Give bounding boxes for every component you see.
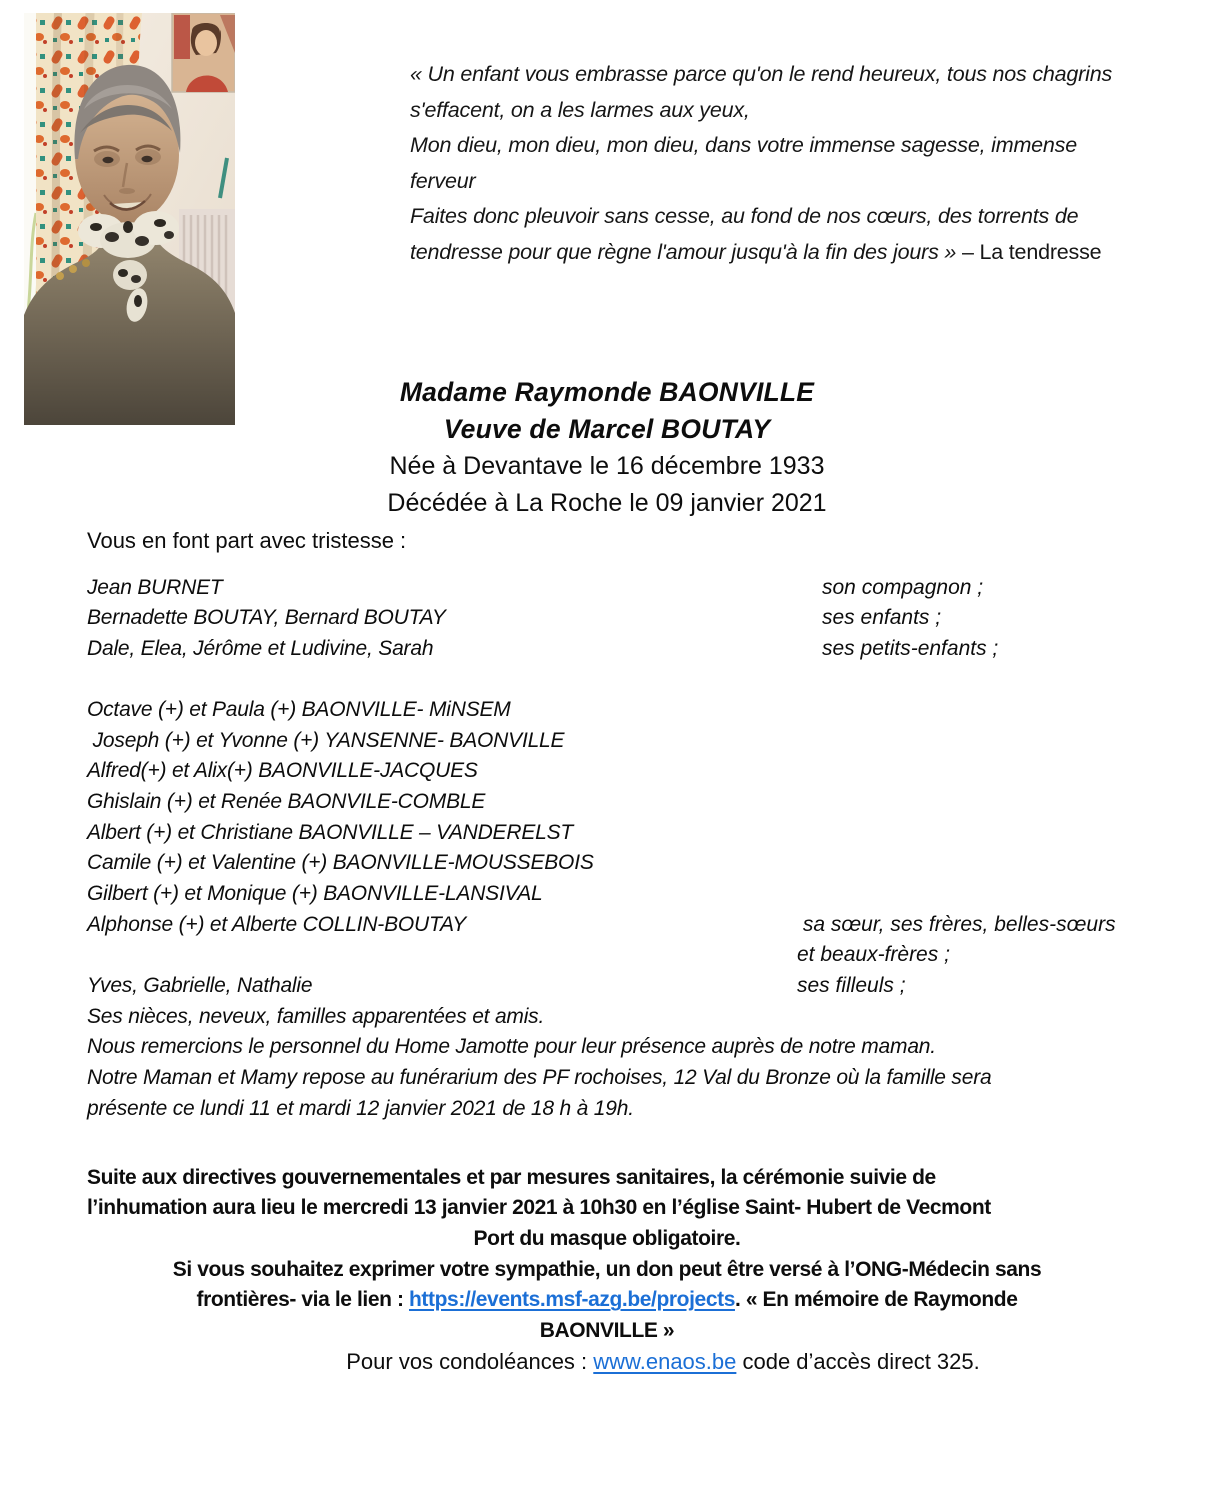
text-segment: code d’accès direct 325.: [736, 1348, 980, 1374]
line-text: Alfred(+) et Alix(+) BAONVILLE-JACQUES: [87, 759, 478, 783]
deceased-identity: [0, 374, 1214, 522]
relation-label: sa sœur, ses frères, belles-sœurs: [797, 912, 1116, 936]
family-line: [0, 1032, 1214, 1063]
family-line: [0, 573, 1214, 604]
portrait-illustration: [24, 13, 235, 425]
family-line: [0, 634, 1214, 665]
quote-line: [410, 235, 1140, 271]
line-text: Albert (+) et Christiane BAONVILLE – VANDERELST: [87, 820, 574, 844]
relation-label: ses petits-enfants ;: [822, 636, 999, 660]
relation-label: ses enfants ;: [822, 606, 942, 630]
line-text: Alphonse (+) et Alberte COLLIN-BOUTAY: [87, 912, 467, 936]
line-text: Notre Maman et Mamy repose au funérarium des PF rochoises, 12 Val du Bronze où la famille sera: [87, 1065, 992, 1089]
text-segment: Pour vos condoléances :: [346, 1348, 594, 1374]
line-text: Dale, Elea, Jérôme et Ludivine, Sarah: [87, 636, 434, 660]
line-text: Camile (+) et Valentine (+) BAONVILLE-MOUSSEBOIS: [87, 851, 594, 875]
family-line: [0, 1063, 1214, 1094]
line-text: Bernadette BOUTAY, Bernard BOUTAY: [87, 606, 446, 630]
quote-line: ferveur: [410, 168, 476, 193]
announcement-intro: [0, 526, 1214, 557]
quote-line: s'effacent, on a les larmes aux yeux,: [410, 97, 750, 122]
line-text: Si vous souhaitez exprimer votre sympathie, un don peut être versé à l’ONG-Médecin sans: [172, 1257, 1042, 1281]
deceased-photo: [24, 13, 235, 425]
family-line: [0, 787, 1214, 818]
family-line: [0, 971, 1214, 1002]
memorial-quote: [410, 57, 1140, 271]
line-text: Ghislain (+) et Renée BAONVILE-COMBLE: [87, 790, 486, 814]
family-line: [0, 1002, 1214, 1033]
blank-line: [0, 665, 1214, 696]
quote-line: Faites donc pleuvoir sans cesse, au fond de nos cœurs, des torrents de: [410, 204, 1079, 229]
family-line: [0, 603, 1214, 634]
relation-label: ses filleuls ;: [797, 973, 906, 997]
line-text: Ses nièces, neveux, familles apparentées et amis.: [87, 1004, 545, 1028]
condolences-line: [56, 1347, 1214, 1378]
family-line: [0, 848, 1214, 879]
family-line: [0, 940, 1214, 971]
text-segment: frontières- via le lien :: [196, 1288, 409, 1312]
line-text: Jean BURNET: [87, 575, 223, 599]
line-text: Octave (+) et Paula (+) BAONVILLE- MiNSEM: [87, 698, 511, 722]
line-text: Vous en font part avec tristesse :: [87, 528, 407, 553]
line-text: Nous remercions le personnel du Home Jamotte pour leur présence auprès de notre maman.: [87, 1035, 936, 1059]
notice-line: [0, 1163, 1214, 1194]
relation-label: et beaux-frères ;: [797, 943, 950, 967]
quote-attribution: – La tendresse: [961, 239, 1102, 264]
enaos-link[interactable]: www.enaos.be: [593, 1348, 737, 1374]
line-text: Suite aux directives gouvernementales et par mesures sanitaires, la cérémonie suivie de: [87, 1165, 936, 1189]
relation-label: son compagnon ;: [822, 575, 984, 599]
birth-line: Née à Devantave le 16 décembre 1933: [389, 452, 825, 480]
line-text: présente ce lundi 11 et mardi 12 janvier 2021 de 18 h à 19h.: [87, 1096, 634, 1120]
notice-line: [0, 1285, 1214, 1316]
quote-line: « Un enfant vous embrasse parce qu'on le rend heureux, tous nos chagrins: [410, 62, 1113, 86]
notice-line: [0, 1193, 1214, 1224]
family-line: [0, 726, 1214, 757]
blank-line: [0, 1124, 1214, 1155]
family-line: [0, 695, 1214, 726]
family-line: [0, 756, 1214, 787]
death-line: Décédée à La Roche le 09 janvier 2021: [387, 489, 827, 517]
family-line: [0, 910, 1214, 941]
line-text: Joseph (+) et Yvonne (+) YANSENNE- BAONVILLE: [87, 728, 565, 752]
family-line: [0, 879, 1214, 910]
msf-donation-link[interactable]: https://events.msf-azg.be/projects: [409, 1288, 735, 1312]
notice-line: [0, 1224, 1214, 1255]
quote-text: tendresse pour que règne l'amour jusqu'à la fin des jours »: [410, 239, 962, 264]
line-text: Gilbert (+) et Monique (+) BAONVILLE-LANSIVAL: [87, 882, 543, 906]
announcement-body: [0, 526, 1214, 1377]
quote-line: Mon dieu, mon dieu, mon dieu, dans votre immense sagesse, immense: [410, 133, 1077, 158]
text-segment: . « En mémoire de Raymonde: [734, 1288, 1018, 1312]
notice-line: [0, 1255, 1214, 1286]
notice-line: [0, 1316, 1214, 1347]
widow-line: Veuve de Marcel BOUTAY: [443, 414, 771, 444]
line-text: Port du masque obligatoire.: [473, 1227, 741, 1251]
family-line: [0, 1094, 1214, 1125]
line-text: Yves, Gabrielle, Nathalie: [87, 973, 313, 997]
line-text: l’inhumation aura lieu le mercredi 13 janvier 2021 à 10h30 en l’église Saint- Hubert de Vecmont: [87, 1196, 991, 1220]
family-line: [0, 818, 1214, 849]
line-text: BAONVILLE »: [539, 1319, 675, 1343]
deceased-name: Madame Raymonde BAONVILLE: [399, 377, 815, 407]
